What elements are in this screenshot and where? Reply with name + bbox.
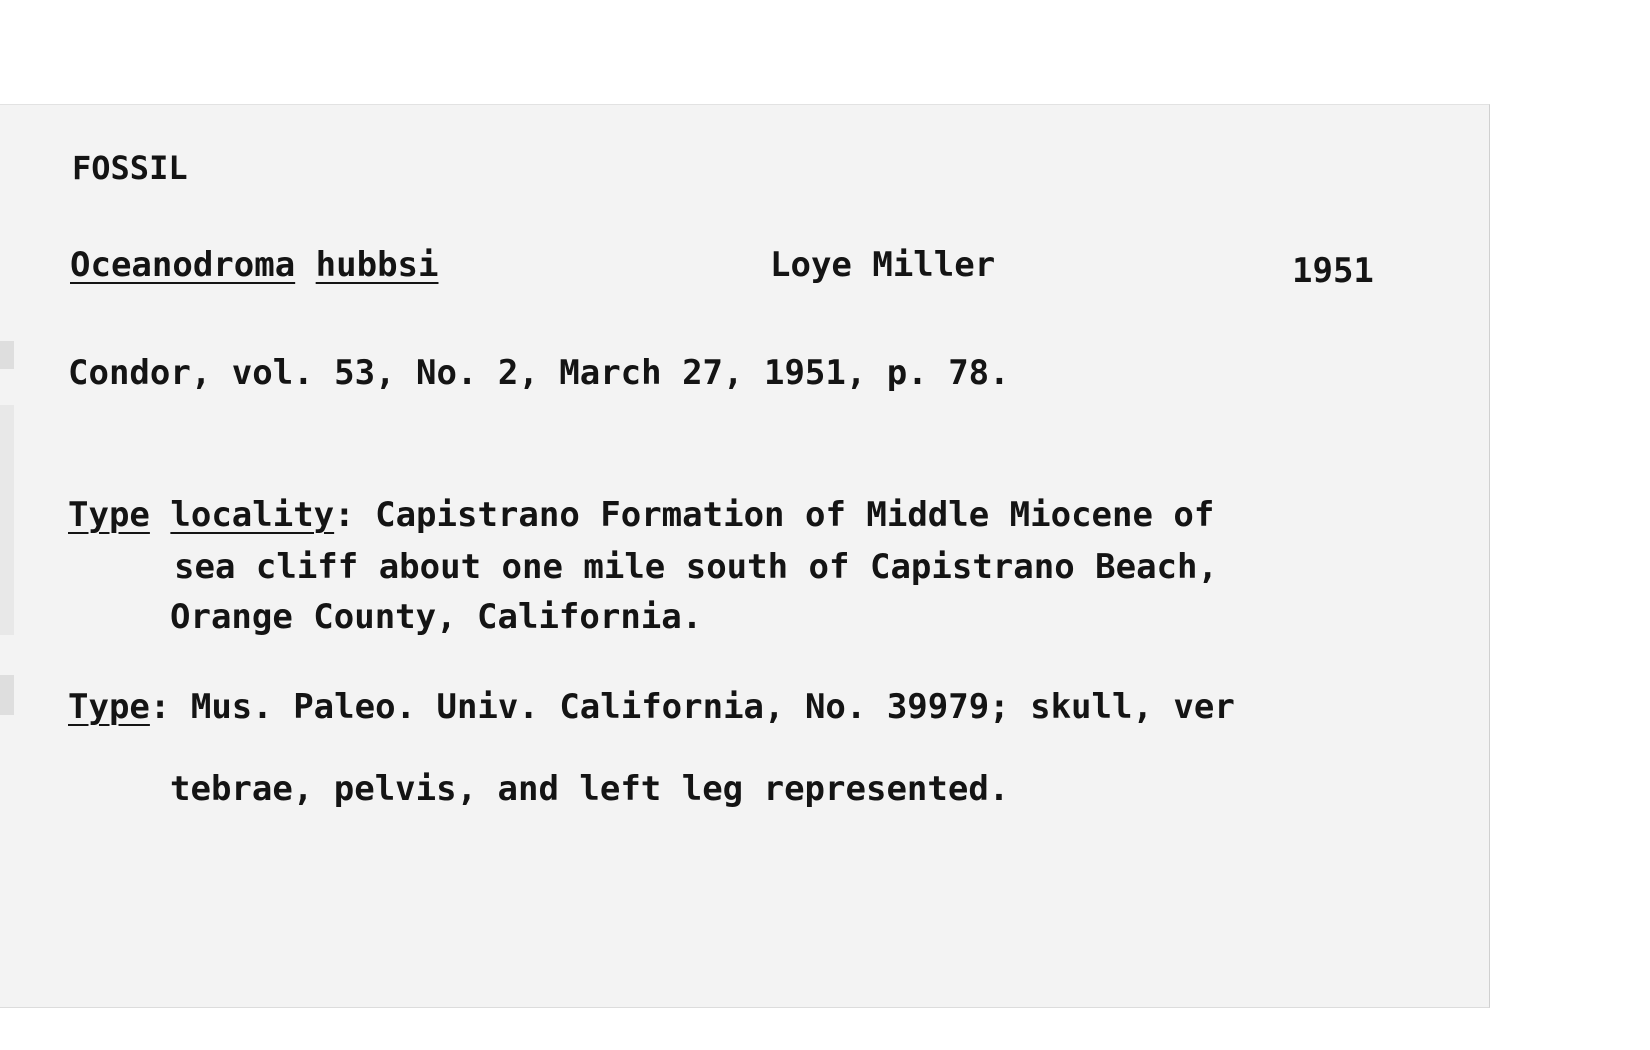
card-edge-mark: [0, 341, 14, 369]
author-name: Loye Miller: [770, 245, 996, 285]
card-edge-mark: [0, 405, 14, 635]
species-name: [70, 245, 438, 285]
publication-year: 1951: [1292, 251, 1374, 291]
type-locality-line-2: sea cliff about one mile south of Capistrano Beach,: [174, 547, 1218, 587]
index-card: [0, 104, 1490, 1008]
type-separator: :: [149, 687, 171, 727]
type-locality-text: Capistrano Formation of Middle Miocene of: [375, 495, 1215, 535]
type-locality-separator: :: [334, 495, 355, 535]
type-locality-label-locality: locality: [170, 495, 335, 535]
type-locality-label-type: Type: [68, 495, 150, 535]
card-edge-mark: [0, 675, 14, 715]
type-locality-line-1: [68, 495, 1214, 535]
category-label: FOSSIL: [72, 149, 188, 187]
type-locality-line-3: Orange County, California.: [170, 597, 703, 637]
type-text: Mus. Paleo. Univ. California, No. 39979; skull, ver: [190, 687, 1235, 727]
species-epithet: hubbsi: [315, 245, 439, 285]
type-line-2: tebrae, pelvis, and left leg represented.: [170, 769, 1010, 809]
citation: Condor, vol. 53, No. 2, March 27, 1951, p. 78.: [68, 353, 1010, 393]
type-label: Type: [68, 687, 150, 727]
type-line-1: [68, 687, 1235, 727]
species-genus: Oceanodroma: [70, 245, 296, 285]
